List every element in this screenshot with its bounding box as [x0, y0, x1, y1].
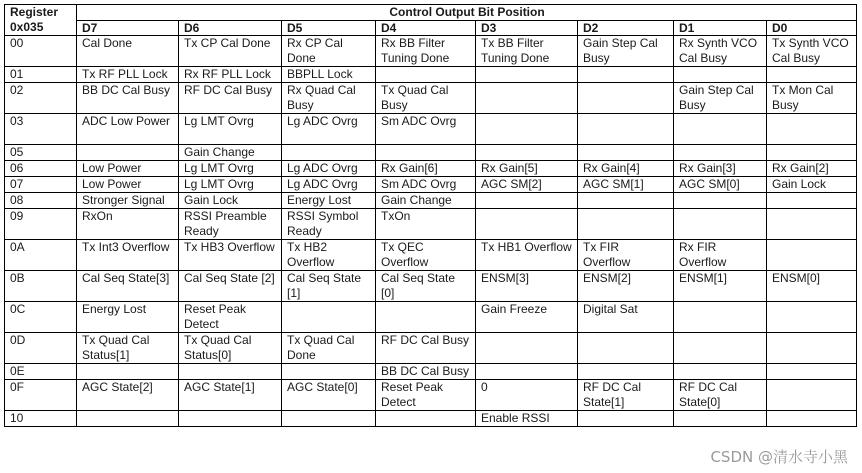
bit-cell-d2 [578, 193, 674, 209]
bit-cell-d6: RSSI Preamble Ready [179, 209, 282, 240]
bit-cell-d0: Tx Synth VCO Cal Busy [767, 36, 857, 67]
bit-cell-d2 [578, 114, 674, 145]
bit-cell-d6: Gain Change [179, 145, 282, 161]
bit-cell-d1: Rx Synth VCO Cal Busy [674, 36, 767, 67]
bit-header-d2: D2 [578, 20, 674, 36]
bit-cell-d3 [476, 364, 578, 380]
register-address-cell: 0E [5, 364, 77, 380]
bit-cell-d4 [376, 411, 476, 427]
bit-cell-d1 [674, 193, 767, 209]
register-column-header [5, 5, 77, 36]
table-row [5, 177, 857, 193]
register-address-cell: 10 [5, 411, 77, 427]
bit-cell-d5: Lg ADC Ovrg [282, 161, 376, 177]
bit-cell-d2 [578, 364, 674, 380]
bit-cell-d5 [282, 145, 376, 161]
bit-cell-d7: Low Power [77, 177, 179, 193]
bit-cell-d1 [674, 209, 767, 240]
table-row [5, 364, 857, 380]
register-table-container [4, 4, 856, 427]
bit-cell-d7: Tx RF PLL Lock [77, 67, 179, 83]
bit-cell-d7 [77, 411, 179, 427]
bit-cell-d6: Rx RF PLL Lock [179, 67, 282, 83]
bit-cell-d1: Rx Gain[3] [674, 161, 767, 177]
table-row [5, 411, 857, 427]
bit-cell-d5: Cal Seq State [1] [282, 271, 376, 302]
bit-cell-d3: ENSM[3] [476, 271, 578, 302]
register-address-cell: 03 [5, 114, 77, 145]
bit-cell-d0 [767, 333, 857, 364]
register-address-cell: 0C [5, 302, 77, 333]
bit-cell-d5: Lg ADC Ovrg [282, 177, 376, 193]
table-row [5, 271, 857, 302]
register-address-cell: 0A [5, 240, 77, 271]
bit-cell-d5: Tx Quad Cal Done [282, 333, 376, 364]
bit-cell-d4: Sm ADC Ovrg [376, 177, 476, 193]
bit-cell-d3 [476, 114, 578, 145]
register-address-cell: 00 [5, 36, 77, 67]
bit-cell-d6: Tx Quad Cal Status[0] [179, 333, 282, 364]
bit-cell-d7: Energy Lost [77, 302, 179, 333]
bit-cell-d3: 0 [476, 380, 578, 411]
table-row [5, 333, 857, 364]
bit-cell-d3: Enable RSSI [476, 411, 578, 427]
register-address-cell: 02 [5, 83, 77, 114]
bit-cell-d4: Cal Seq State [0] [376, 271, 476, 302]
bit-cell-d2: Tx FIR Overflow [578, 240, 674, 271]
bit-cell-d2: AGC SM[1] [578, 177, 674, 193]
bit-cell-d4: RF DC Cal Busy [376, 333, 476, 364]
bit-cell-d3: Tx BB Filter Tuning Done [476, 36, 578, 67]
bit-cell-d1: RF DC Cal State[0] [674, 380, 767, 411]
bit-cell-d6: Tx HB3 Overflow [179, 240, 282, 271]
bit-cell-d5: RSSI Symbol Ready [282, 209, 376, 240]
bit-header-d1: D1 [674, 20, 767, 36]
bit-cell-d1 [674, 145, 767, 161]
bit-cell-d6: Lg LMT Ovrg [179, 114, 282, 145]
register-address-cell: 08 [5, 193, 77, 209]
bit-cell-d7: Tx Int3 Overflow [77, 240, 179, 271]
bit-cell-d1: Rx FIR Overflow [674, 240, 767, 271]
table-row [5, 380, 857, 411]
bit-cell-d3 [476, 145, 578, 161]
bit-cell-d3 [476, 209, 578, 240]
bit-cell-d3 [476, 193, 578, 209]
bit-cell-d7 [77, 364, 179, 380]
bit-cell-d5: Rx Quad Cal Busy [282, 83, 376, 114]
bit-cell-d4 [376, 302, 476, 333]
bit-cell-d5 [282, 364, 376, 380]
bit-cell-d7: AGC State[2] [77, 380, 179, 411]
bit-cell-d4: Gain Change [376, 193, 476, 209]
bit-cell-d2 [578, 333, 674, 364]
bit-cell-d1: Gain Step Cal Busy [674, 83, 767, 114]
bit-cell-d6 [179, 411, 282, 427]
bit-header-d4: D4 [376, 20, 476, 36]
bit-cell-d0 [767, 302, 857, 333]
bit-cell-d2: Gain Step Cal Busy [578, 36, 674, 67]
bit-cell-d6: Tx CP Cal Done [179, 36, 282, 67]
bit-cell-d3 [476, 333, 578, 364]
bit-cell-d2: Rx Gain[4] [578, 161, 674, 177]
bit-cell-d7: Tx Quad Cal Status[1] [77, 333, 179, 364]
bit-cell-d0: Tx Mon Cal Busy [767, 83, 857, 114]
bit-header-d7: D7 [77, 20, 179, 36]
bit-cell-d1 [674, 114, 767, 145]
bit-cell-d3: Tx HB1 Overflow [476, 240, 578, 271]
bit-cell-d2: ENSM[2] [578, 271, 674, 302]
bit-cell-d2 [578, 145, 674, 161]
bit-cell-d6: AGC State[1] [179, 380, 282, 411]
table-row [5, 240, 857, 271]
bit-cell-d0: Rx Gain[2] [767, 161, 857, 177]
bit-cell-d1 [674, 411, 767, 427]
bit-cell-d2 [578, 209, 674, 240]
bit-cell-d4 [376, 67, 476, 83]
register-header-line1: Register [10, 5, 59, 19]
bit-cell-d5: AGC State[0] [282, 380, 376, 411]
table-row [5, 36, 857, 67]
bit-cell-d2: RF DC Cal State[1] [578, 380, 674, 411]
group-header: Control Output Bit Position [77, 5, 857, 21]
register-address-cell: 0F [5, 380, 77, 411]
bit-cell-d0: ENSM[0] [767, 271, 857, 302]
register-address-cell: 09 [5, 209, 77, 240]
register-address-cell: 01 [5, 67, 77, 83]
register-address-cell: 06 [5, 161, 77, 177]
table-body [5, 36, 857, 427]
bit-cell-d3: AGC SM[2] [476, 177, 578, 193]
bit-cell-d4: Tx Quad Cal Busy [376, 83, 476, 114]
bit-cell-d4: Rx Gain[6] [376, 161, 476, 177]
bit-cell-d4: Reset Peak Detect [376, 380, 476, 411]
register-address-cell: 0B [5, 271, 77, 302]
bit-cell-d2 [578, 411, 674, 427]
bit-cell-d7 [77, 145, 179, 161]
control-output-table [4, 4, 857, 427]
bit-cell-d0 [767, 193, 857, 209]
bit-cell-d2 [578, 83, 674, 114]
bit-cell-d7: Low Power [77, 161, 179, 177]
bit-cell-d1: AGC SM[0] [674, 177, 767, 193]
bit-cell-d3 [476, 67, 578, 83]
bit-cell-d7: RxOn [77, 209, 179, 240]
bit-cell-d1 [674, 67, 767, 83]
bit-cell-d6 [179, 364, 282, 380]
bit-cell-d7: Stronger Signal [77, 193, 179, 209]
bit-cell-d0 [767, 380, 857, 411]
table-row [5, 193, 857, 209]
bit-header-d6: D6 [179, 20, 282, 36]
bit-cell-d7: ADC Low Power [77, 114, 179, 145]
table-row [5, 67, 857, 83]
bit-cell-d0 [767, 240, 857, 271]
bit-cell-d4 [376, 145, 476, 161]
table-row [5, 114, 857, 145]
bit-cell-d7: Cal Seq State[3] [77, 271, 179, 302]
table-row [5, 209, 857, 240]
register-address-cell: 07 [5, 177, 77, 193]
bit-cell-d4: Sm ADC Ovrg [376, 114, 476, 145]
bit-cell-d5: Tx HB2 Overflow [282, 240, 376, 271]
bit-cell-d5 [282, 411, 376, 427]
register-address-cell: 05 [5, 145, 77, 161]
bit-cell-d5: BBPLL Lock [282, 67, 376, 83]
bit-cell-d5: Lg ADC Ovrg [282, 114, 376, 145]
table-row [5, 161, 857, 177]
bit-cell-d3 [476, 83, 578, 114]
bit-cell-d6: Gain Lock [179, 193, 282, 209]
bit-cell-d5: Energy Lost [282, 193, 376, 209]
bit-cell-d6: RF DC Cal Busy [179, 83, 282, 114]
bit-cell-d1 [674, 302, 767, 333]
bit-cell-d0 [767, 411, 857, 427]
bit-cell-d1: ENSM[1] [674, 271, 767, 302]
register-address-cell: 0D [5, 333, 77, 364]
register-header-line2: 0x035 [10, 19, 44, 34]
table-row [5, 83, 857, 114]
bit-cell-d6: Lg LMT Ovrg [179, 177, 282, 193]
bit-cell-d7: BB DC Cal Busy [77, 83, 179, 114]
bit-cell-d1 [674, 364, 767, 380]
bit-cell-d0 [767, 209, 857, 240]
bit-cell-d5 [282, 302, 376, 333]
bit-cell-d0 [767, 145, 857, 161]
bit-cell-d0 [767, 364, 857, 380]
table-row [5, 145, 857, 161]
bit-header-d3: D3 [476, 20, 578, 36]
bit-cell-d4: Rx BB Filter Tuning Done [376, 36, 476, 67]
bit-cell-d0 [767, 114, 857, 145]
bit-cell-d6: Lg LMT Ovrg [179, 161, 282, 177]
bit-cell-d6: Reset Peak Detect [179, 302, 282, 333]
bit-cell-d4: TxOn [376, 209, 476, 240]
bit-header-d0: D0 [767, 20, 857, 36]
watermark: CSDN @清水寺小黑 [710, 448, 848, 466]
bit-header-d5: D5 [282, 20, 376, 36]
bit-cell-d6: Cal Seq State [2] [179, 271, 282, 302]
bit-cell-d4: BB DC Cal Busy [376, 364, 476, 380]
bit-cell-d5: Rx CP Cal Done [282, 36, 376, 67]
bit-cell-d0: Gain Lock [767, 177, 857, 193]
bit-cell-d2 [578, 67, 674, 83]
bit-cell-d0 [767, 67, 857, 83]
bit-cell-d7: Cal Done [77, 36, 179, 67]
bit-cell-d3: Rx Gain[5] [476, 161, 578, 177]
bit-cell-d1 [674, 333, 767, 364]
bit-header-row [5, 20, 857, 36]
bit-cell-d2: Digital Sat [578, 302, 674, 333]
bit-cell-d4: Tx QEC Overflow [376, 240, 476, 271]
bit-cell-d3: Gain Freeze [476, 302, 578, 333]
table-row [5, 302, 857, 333]
